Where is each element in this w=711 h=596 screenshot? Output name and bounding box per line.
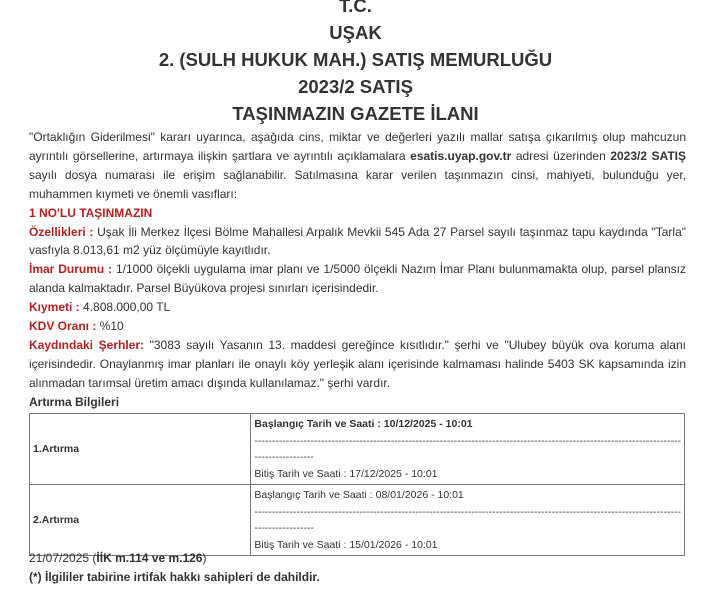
auction-heading: Artırma Bilgileri: [29, 394, 120, 409]
intro-text-2: adresi üzerinden: [511, 148, 611, 163]
vat-rate: %10: [96, 319, 124, 334]
separator-line: --------------------------------------------------------------------------------------------------------------------------: [254, 505, 681, 518]
property-value: [29, 298, 686, 317]
intro-text-3: sayılı dosya numarası ile erişim sağlanabilir. Satılmasına karar verilen taşınmazın cinsi, mahiyeti, bulunduğu yer, muhammen kıymeti ve önemli vasıfları:: [29, 167, 686, 201]
footer-note: (*) İlgililer tabirine irtifak hakkı sahipleri de dahildir.: [29, 570, 320, 584]
header-line-tc: T.C.: [339, 0, 372, 16]
zoning-value: 1/1000 ölçekli uygulama imar planı ve 1/5000 ölçekli Nazım İmar Planı bulunmamakta olup, parsel plansız alanda kalmaktadır. Parsel Büyükova projesi sınırları içerisindedir.: [29, 262, 686, 296]
page-title: TAŞINMAZIN GAZETE İLANI: [232, 103, 479, 124]
property-heading: 1 NO'LU TAŞINMAZIN: [29, 205, 153, 220]
table-row: [30, 485, 685, 556]
header-line-city: UŞAK: [329, 22, 382, 43]
law-open: (: [89, 551, 97, 565]
notice-body: [29, 128, 686, 412]
conditions-label: Kaydındaki Şerhler:: [29, 337, 144, 352]
property-vat: [29, 317, 686, 336]
value-label: Kıymeti :: [29, 300, 80, 315]
auction-table: [29, 413, 685, 556]
property-conditions: [29, 336, 686, 393]
header-line-file: 2023/2 SATIŞ: [298, 76, 413, 97]
auction-dates: [251, 414, 685, 485]
vat-label: KDV Oranı :: [29, 319, 97, 334]
features-label: Özellikleri :: [29, 224, 94, 239]
separator-line-short: -----------------: [254, 451, 314, 463]
auction-dates: [251, 485, 685, 556]
features-value: Uşak İli Merkez İlçesi Bölme Mahallesi Arpalık Mevkii 545 Ada 27 Parsel sayılı taşınmaz tapu kaydında "Tarla" vasfıyla 8.013,61 m2 yüz ölçümüyle kayıtlıdır.: [29, 224, 687, 258]
footer-date-line: [29, 549, 320, 568]
property-zoning: [29, 260, 686, 298]
website-link[interactable]: esatis.uyap.gov.tr: [410, 148, 512, 163]
auction-start: Başlangıç Tarih ve Saati : 10/12/2025 - 10:01: [254, 418, 473, 430]
intro-paragraph: [29, 128, 686, 204]
law-reference: İİK m.114 ve m.126: [96, 551, 203, 565]
zoning-label: İmar Durumu :: [29, 262, 113, 277]
conditions-value: "3083 sayılı Yasanın 13. maddesi gereğince kısıtlıdır." şerhi ve "Ulubey büyük ova koruma alanı içerisindedir. Onaylanmış imar planları ile onaylı köy yerleşik alanı içerisinde kalmaması halinde 5403 SK kapsamında izin alınmadan tarımsal üretim amacı dışında kullanılamaz." şerhi vardır.: [29, 337, 686, 390]
notice-header: [0, 0, 711, 127]
property-features: [29, 223, 686, 261]
header-line-office: 2. (SULH HUKUK MAH.) SATIŞ MEMURLUĞU: [158, 49, 553, 70]
auction-end: Bitiş Tarih ve Saati : 17/12/2025 - 10:01: [254, 467, 438, 480]
value-amount: 4.808.000,00 TL: [79, 300, 171, 315]
auction-name: 2.Artırma: [30, 485, 251, 556]
separator-line-short: -----------------: [254, 522, 314, 534]
table-row: [30, 414, 685, 485]
intro-text-1: "Ortaklığın Giderilmesi" kararı uyarınca, aşağıda cins, miktar ve değerleri yazılı mallar satışa çıkarılmış olup mahcuzun ayrıntılı görsellerine, artırmaya ilişkin şartlara ve ayrıntılı açıklamalara: [29, 130, 686, 163]
auction-name: 1.Artırma: [30, 414, 251, 485]
auction-end: Bitiş Tarih ve Saati : 15/01/2026 - 10:01: [254, 538, 438, 551]
separator-line: --------------------------------------------------------------------------------------------------------------------------: [254, 434, 681, 447]
law-close: ): [202, 551, 207, 565]
notice-date: 21/07/2025: [29, 551, 90, 565]
auction-start: Başlangıç Tarih ve Saati : 08/01/2026 - 10:01: [254, 489, 464, 501]
file-number: 2023/2 SATIŞ: [610, 148, 687, 163]
notice-footer: [29, 549, 320, 587]
